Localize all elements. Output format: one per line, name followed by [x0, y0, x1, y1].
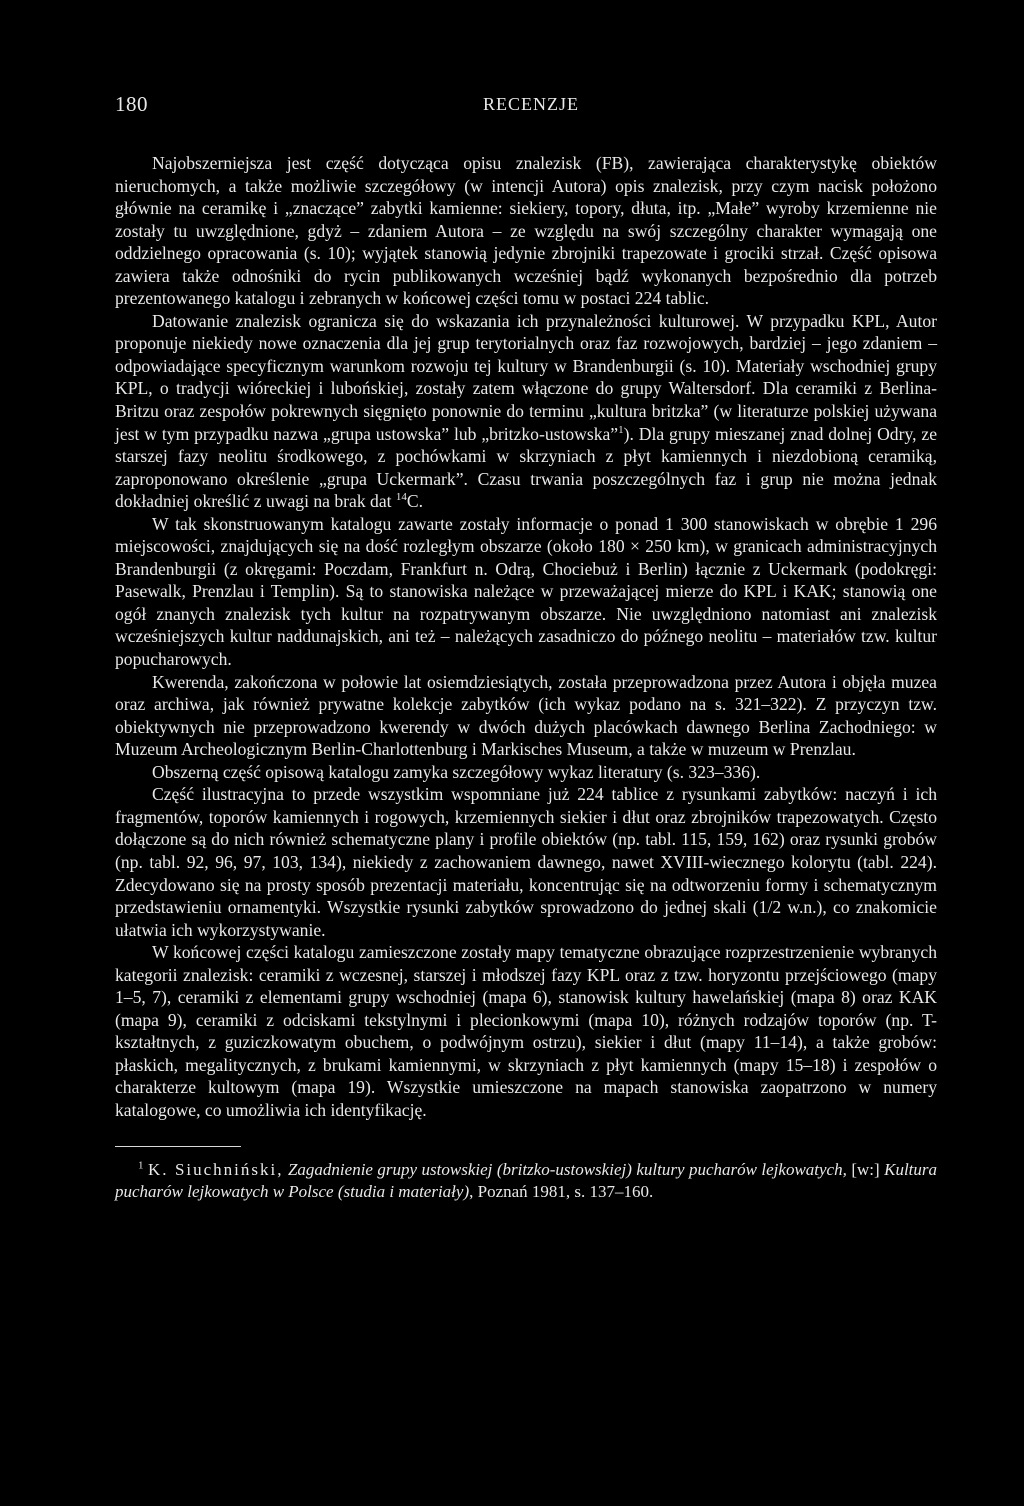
footnote-title: Zagadnienie grupy ustowskiej (britzko-ustowskiej) kultury pucharów lejkowatych, [287, 1159, 847, 1179]
footnote [115, 1159, 937, 1204]
footnote-divider [115, 1146, 241, 1147]
footnote-text [115, 1159, 937, 1204]
footnote-marker: 1 [138, 1158, 144, 1171]
paragraph-illustrations: Część ilustracyjna to przede wszystkim wspomniane już 224 tablice z rysunkami zabytków: naczyń i ich fragmentów, toporów kamiennych i rogowych, krzemiennych siekier i dłut oraz zbrojników trapezowatych. Często dołączone są do nich również schematyczne plany i profile obiektów (np. tabl. 115, 159, 162) oraz rysunki grobów (np. tabl. 92, 96, 97, 103, 134), niekiedy z zachowaniem dawnego, nawet XVIII-wiecznego kolorytu (tabl. 224). Zdecydowano się na prosty sposób prezentacji materiału, koncentrując się na odtworzeniu formy i schematycznym przedstawieniu ornamentyki. Wszystkie rysunki zabytków sprowadzono do jednej skali (1/2 w.n.), co znakomicie ułatwia ich wykorzystywanie. [115, 784, 937, 940]
footnote-publisher: , Poznań 1981, s. 137–160. [469, 1182, 654, 1202]
footnote-series: Kultura pucharów lejkowatych w Polsce (studia i materiały) [115, 1159, 938, 1202]
paragraph-catalogue: W tak skonstruowanym katalogu zawarte zostały informacje o ponad 1 300 stanowiskach w obrębie 1 296 miejscowości, znajdujących się na dość rozległym obszarze (około 180 × 250 km), w granicach administracyjnych Brandenburgii (z okręgami: Poczdam, Frankfurt n. Odrą, Chociebuż i Berlin) łącznie z Uckermark (podokręgi: Pasewalk, Prenzlau i Templin). Są to stanowiska należące w przeważającej mierze do KPL i KAK; stanowią one ogół znanych znalezisk tych kultur na rozpatrywanym obszarze. Nie uwzględniono natomiast ani znalezisk wcześniejszych kultur naddunajskich, ani też – należących zasadniczo do późnego neolitu – materiałów tzw. kultur popucharowych. [115, 513, 937, 670]
footnote-reference: 1 [618, 423, 624, 436]
paragraph-maps: W końcowej części katalogu zamieszczone zostały mapy tematyczne obrazujące rozprzestrzenienie wybranych kategorii znalezisk: ceramiki z wczesnej, starszej i młodszej fazy KPL oraz z tzw. horyzontu przejściowego (mapy 1–5, 7), ceramiki z elementami grupy wschodniej (mapa 6), stanowisk kultury hawelańskiej (mapa 8) oraz KAK (mapa 9), ceramiki z odciskami tekstylnymi i plecionkowymi (mapa 10), różnych rodzajów toporów (np. T-kształtnych, z guziczkowatym obuchem, o podwójnym ostrzu), siekier i dłut (mapy 11–14), a także grobów: płaskich, megalitycznych, z brukami kamiennymi, w skrzyniach z płyt kamiennych (mapy 15–18) i zespołów o charakterze kultowym (mapa 19). Wszystkie umieszczone na mapach stanowiska zaopatrzono w numery katalogowe, co umożliwia ich identyfikację. [115, 942, 937, 1120]
paragraph-dating-end: C. [406, 491, 424, 512]
paragraph-dating-continuation: ). Dla grupy mieszanej znad dolnej Odry, ze starszej fazy neolitu środkowego, z pochówkami w skrzyniach z płyt kamiennych i niezdobioną ceramiką, zaproponowano określenie „grupa Uckermark”. Czasu trwania poszczególnych faz i grup nie można jednak dokładniej określić z uwagi na brak dat [115, 423, 937, 512]
paragraph-description: Najobszerniejsza jest część dotycząca opisu znalezisk (FB), zawierająca charakterystykę obiektów nieruchomych, a także możliwie szczegółowy (w intencji Autora) opis znalezisk, przy czym nacisk położono głównie na ceramikę i „znaczące” zabytki kamienne: siekiery, topory, dłuta, itp. „Małe” wyroby krzemienne nie zostały tu uwzględnione, gdyż – zdaniem Autora – ze względu na swój szczególny charakter wymagają one oddzielnego opracowania (s. 10); wyjątek stanowią jedynie zbrojniki trapezowate i grociki strzał. Część opisowa zawiera także odnośniki do rycin publikowanych wcześniej bądź wykonanych bezpośrednio dla potrzeb prezentowanego katalogu i zebranych w końcowej części tomu w postaci 224 tablic. [115, 153, 937, 309]
footnote-author: K. Siuchniński, [147, 1159, 284, 1179]
paragraph-literature: Obszerną część opisową katalogu zamyka szczegółowy wykaz literatury (s. 323–336). [152, 761, 761, 782]
document-page [115, 92, 937, 1204]
paragraph-query: Kwerenda, zakończona w połowie lat osiemdziesiątych, została przeprowadzona przez Autora i objęła muzea oraz archiwa, jak również prywatne kolekcje zabytków (ich wykaz podano na s. 321–322). Z przyczyn tzw. obiektywnych nie przeprowadzono kwerendy w dwóch dużych placówkach dawnego Berlina Zachodniego: w Muzeum Archeologicznym Berlin-Charlottenburg i Markisches Museum, a także w muzeum w Prenzlau. [115, 671, 937, 760]
running-title: RECENZJE [483, 94, 579, 114]
paragraph-dating [115, 310, 937, 513]
footnote-in: [w:] [846, 1159, 885, 1179]
paragraph-dating-text: Datowanie znalezisk ogranicza się do wskazania ich przynależności kulturowej. W przypadku KPL, Autor proponuje niekiedy nowe oznaczenia dla jej grup terytorialnych oraz faz rozwojowych, bardziej – jego zdaniem – odpowiadające specyficznym warunkom rozwoju tej kultury w Brandenburgii (s. 10). Materiały wschodniej grupy KPL, o tradycji wióreckiej i lubońskiej, zostały zatem włączone do grupy Waltersdorf. Dla ceramiki z Berlina-Britzu oraz zespołów pokrewnych sięgnięto ponownie do terminu „kultura britzka” (w literaturze polskiej używana jest w tym przypadku nazwa „grupa ustowska” lub „britzko-ustowska” [115, 310, 937, 444]
c14-superscript: 14 [395, 491, 407, 504]
page-number: 180 [115, 92, 148, 116]
page-header [115, 92, 937, 126]
body-text [115, 152, 937, 1122]
